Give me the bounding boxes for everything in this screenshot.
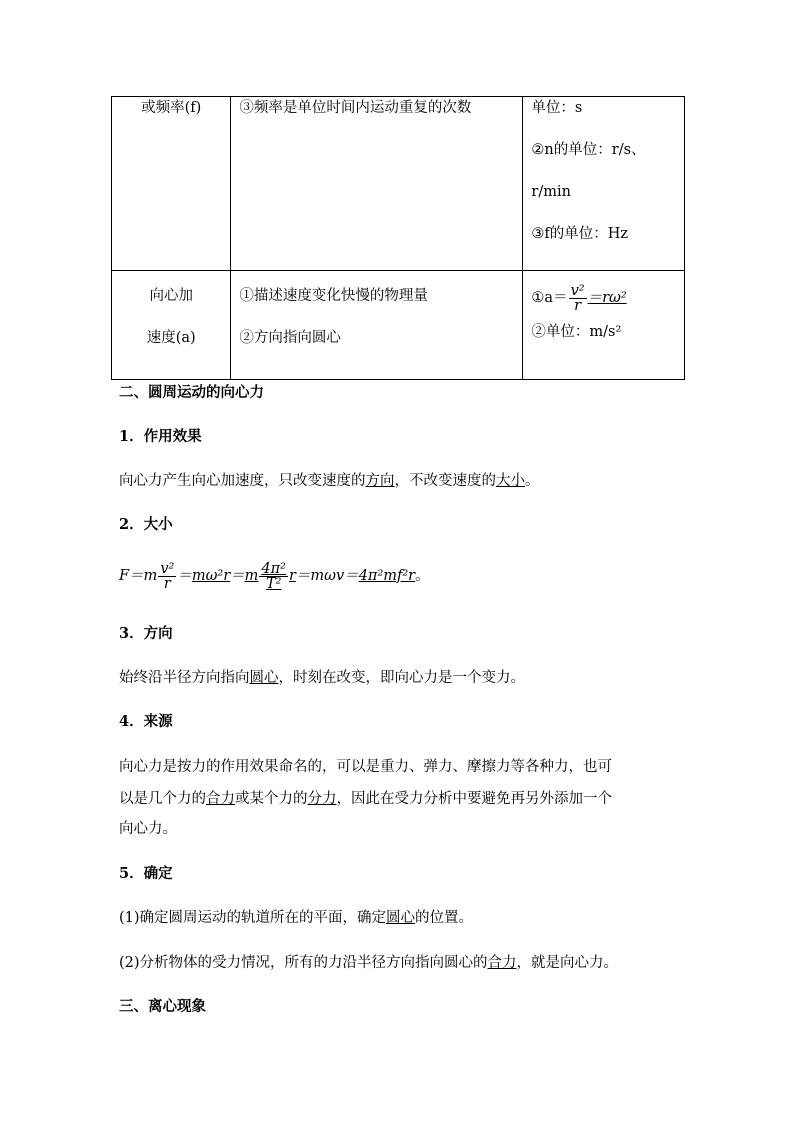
paragraph — [119, 908, 473, 928]
subsection-title: 2．大小 — [119, 516, 173, 533]
formula-text: F＝m — [119, 568, 158, 584]
cell-text: 向心加 — [149, 288, 193, 304]
cell-text: 或频率(f) — [141, 100, 202, 116]
formula-text: ＝ — [177, 568, 192, 584]
subsection-title: 1．作用效果 — [119, 428, 202, 445]
cell-units — [523, 97, 685, 271]
paragraph-line: 向心力是按力的作用效果命名的，可以是重力、弹力、摩擦力等各种力，也可 — [119, 759, 612, 775]
concept-table — [111, 96, 685, 380]
blank-answer: 合力 — [487, 955, 517, 971]
paragraph-line: 向心力。 — [119, 821, 177, 837]
cell-text: ②方向指向圆心 — [239, 330, 341, 346]
blank-answer: 圆心 — [386, 910, 416, 926]
text: 或某个力的 — [235, 791, 308, 807]
text: 向心力产生向心加速度，只改变速度的 — [119, 473, 366, 489]
cell-text: ②n的单位：r/s、 — [531, 142, 646, 158]
blank-answer: 合力 — [206, 791, 235, 807]
fraction — [569, 284, 587, 313]
blank-answer: 分力 — [307, 791, 337, 807]
text: ，不改变速度的 — [394, 473, 496, 489]
formula-text: ①a＝ — [531, 290, 568, 306]
text: ，因此在受力分析中要避免再另外添加一个 — [336, 791, 612, 807]
cell-quantity-name — [112, 271, 231, 380]
cell-formula — [523, 271, 685, 380]
fraction-numerator: 4π² — [261, 560, 286, 577]
text: (1)确定圆周运动的轨道所在的平面，确定 — [119, 910, 387, 926]
cell-text: 单位：s — [531, 100, 583, 116]
text: 以是几个力的 — [119, 791, 206, 807]
paragraph — [119, 953, 618, 973]
cell-text: ②单位：m/s² — [531, 324, 622, 340]
text: ，就是向心力。 — [516, 955, 619, 971]
cell-text: 速度(a) — [146, 330, 196, 346]
blank-answer: m — [244, 568, 259, 584]
cell-text: r/min — [531, 184, 571, 200]
table-row-frequency — [112, 97, 685, 271]
cell-description — [231, 271, 523, 380]
acceleration-formula — [523, 275, 684, 321]
paragraph-line — [119, 789, 612, 809]
cell-quantity-name — [112, 97, 231, 271]
blank-answer: 方向 — [365, 473, 395, 489]
formula-text: ＝mωv＝ — [295, 568, 359, 584]
formula-text: ＝ — [230, 568, 245, 584]
subsection-title: 4．来源 — [119, 713, 173, 730]
text: (2)分析物体的受力情况，所有的力沿半径方向指向圆心的 — [119, 955, 488, 971]
paragraph — [119, 471, 540, 491]
fraction — [158, 562, 176, 591]
section-heading: 三、离心现象 — [119, 998, 206, 1015]
cell-description — [231, 97, 523, 271]
text: ，时刻在改变，即向心力是一个变力。 — [278, 670, 525, 686]
section-heading: 二、圆周运动的向心力 — [119, 384, 264, 401]
fraction-denominator: T² — [265, 575, 282, 592]
formula-underlined: ＝rω² — [587, 290, 627, 306]
blank-answer: mω²r — [191, 568, 231, 584]
force-formula — [119, 556, 430, 596]
text: 始终沿半径方向指向 — [119, 670, 250, 686]
cell-text: ①描述速度变化快慢的物理量 — [239, 288, 428, 304]
blank-answer: r — [288, 568, 296, 584]
fraction-denominator: r — [574, 297, 582, 314]
text: 。 — [525, 473, 540, 489]
formula-text: 。 — [415, 568, 430, 584]
table-row-acceleration — [112, 271, 685, 380]
fraction — [259, 562, 288, 591]
blank-answer: 圆心 — [249, 670, 279, 686]
subsection-title: 3．方向 — [119, 625, 173, 642]
fraction-numerator: v² — [160, 560, 175, 577]
blank-answer: 4π²mf²r — [358, 568, 416, 584]
paragraph — [119, 668, 525, 688]
fraction-denominator: r — [163, 575, 171, 592]
blank-answer: 大小 — [496, 473, 525, 489]
cell-text: ③f的单位：Hz — [531, 226, 629, 242]
text: 的位置。 — [415, 910, 474, 926]
subsection-title: 5．确定 — [119, 865, 173, 882]
cell-text: ③频率是单位时间内运动重复的次数 — [239, 100, 472, 116]
fraction-numerator: v² — [570, 282, 585, 299]
